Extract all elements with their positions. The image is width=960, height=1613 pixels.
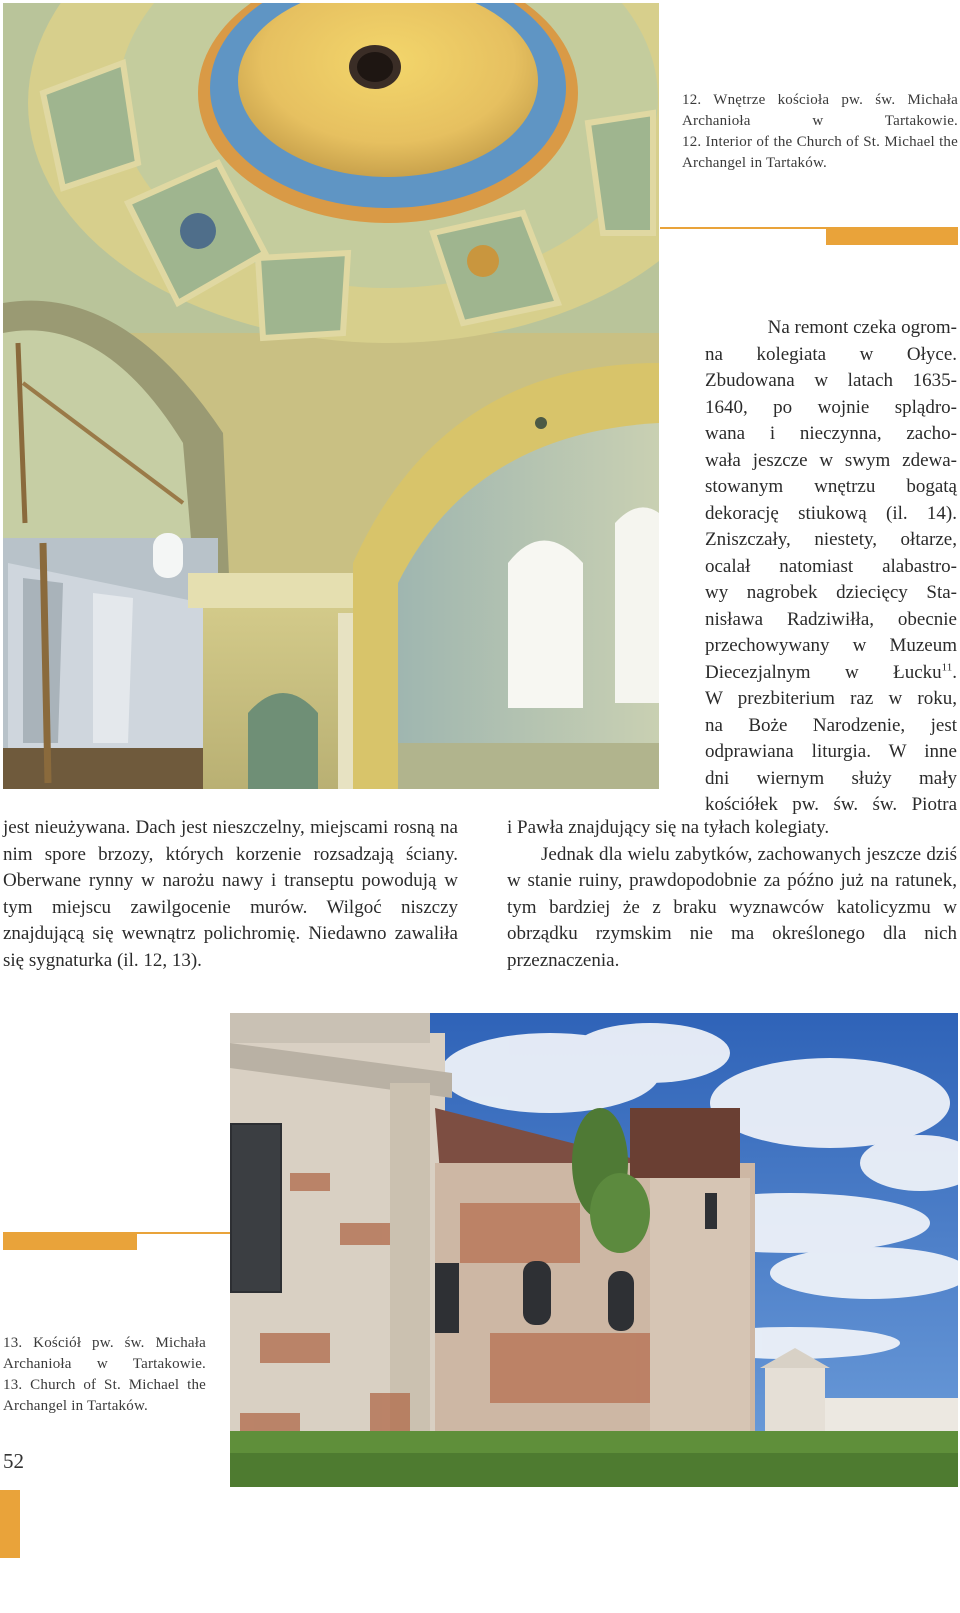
church-exterior-photo xyxy=(230,1013,958,1487)
church-interior-photo xyxy=(3,3,659,789)
footnote-marker: 11 xyxy=(941,661,953,674)
figure-12-caption-pl: 12. Wnętrze kościoła pw. św. Michała Archanioła w Tartakowie. xyxy=(682,92,958,129)
text-line: dekorację stiukową (il. 14). xyxy=(705,502,957,524)
left-paragraph xyxy=(3,815,458,974)
text-line: na Boże Narodzenie, jest xyxy=(705,714,957,736)
footnote-tail: . xyxy=(952,661,957,683)
text-line: wała jeszcze w swym zdewa- xyxy=(705,449,957,471)
text-line: wana i nieczynna, zacho- xyxy=(705,423,957,444)
lower-right-paragraphs xyxy=(507,815,957,974)
text-line: Diecezjalnym w Łucku xyxy=(705,661,942,683)
text-line: przechowywany w Muzeum xyxy=(705,635,957,656)
figure-13-caption-pl: 13. Kościół pw. św. Michała Archanioła w Tartakowie. xyxy=(3,1335,206,1372)
page-number: 52 xyxy=(3,1449,24,1473)
text-line: odprawiana liturgia. W inne xyxy=(705,741,957,762)
continuation-line: i Pawła znajdujący się na tyłach kolegiaty. xyxy=(507,817,830,838)
text-line: W prezbiterium raz w roku, xyxy=(705,688,957,709)
text-line: 1640, po wojnie splądro- xyxy=(705,396,957,418)
orange-divider-bar xyxy=(826,228,958,245)
text-line: ocalał natomiast alabastro- xyxy=(705,555,957,577)
text-line: kościółek pw. św. św. Piotra xyxy=(705,794,957,815)
text-line: stowanym wnętrzu bogatą xyxy=(705,476,957,497)
figure-12-caption-en: 12. Interior of the Church of St. Michael the Archangel in Tartaków. xyxy=(682,134,958,171)
text-line: Zniszczały, niestety, ołtarze, xyxy=(705,529,957,550)
orange-side-bar xyxy=(0,1490,20,1558)
text-line: Zbudowana w latach 1635- xyxy=(705,370,957,391)
right-column-text xyxy=(705,315,957,819)
text-line-with-footnote xyxy=(705,660,957,687)
orange-divider-bar xyxy=(3,1233,137,1250)
paragraph-text: Jednak dla wielu zabytków, zachowanych jeszcze dziś w stanie ruiny, prawdopodobnie za późno już na ratunek, tym bardziej że z braku wyznawców katolicyzmu w obrządku rzymskim nie ma określonego dla nich przeznaczenia. xyxy=(507,843,957,971)
text-line: nisława Radziwiłła, obecnie xyxy=(705,608,957,630)
left-paragraph-text: jest nieużywana. Dach jest nieszczelny, miejscami rosną na nim spore brzozy, których korzenie rozsadzają ściany. Oberwane rynny w narożu nawy i transeptu powodują w tym miejscu zawilgocenie murów. Wilgoć niszczy znajdującą się wewnątrz polichromię. Niedawno zawaliła się sygnaturka (il. 12, 13). xyxy=(3,817,458,971)
text-line: Na remont czeka ogrom- xyxy=(767,317,957,338)
text-line: na kolegiata w Ołyce. xyxy=(705,343,957,365)
figure-12-caption xyxy=(682,90,958,174)
figure-13-caption-en: 13. Church of St. Michael the Archangel in Tartaków. xyxy=(3,1377,206,1414)
text-line: dni wiernym służy mały xyxy=(705,767,957,789)
figure-13-caption xyxy=(3,1333,206,1417)
text-line: wy nagrobek dziecięcy Sta- xyxy=(705,582,957,603)
